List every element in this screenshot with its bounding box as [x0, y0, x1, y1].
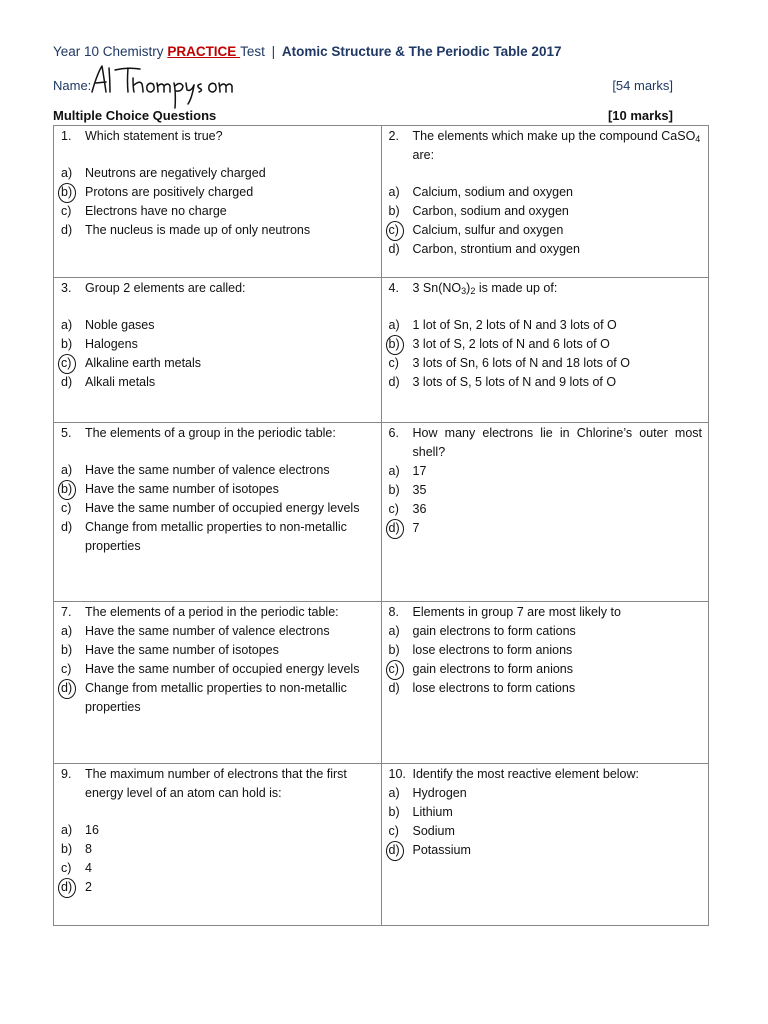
option-letter: a) — [61, 463, 73, 477]
option-letter: d) — [61, 375, 73, 389]
question-cell-4 — [381, 278, 709, 423]
selected-answer-circle — [58, 354, 76, 374]
option-text: Electrons have no charge — [85, 204, 227, 218]
answer-option[interactable] — [388, 822, 703, 841]
option-text: 36 — [412, 502, 427, 516]
question-gap — [60, 803, 375, 821]
selected-answer-circle — [386, 660, 404, 680]
answer-option[interactable] — [388, 240, 703, 259]
title-topic: Atomic Structure & The Periodic Table 2017 — [281, 44, 562, 59]
answer-option[interactable] — [60, 679, 375, 717]
option-list — [388, 316, 703, 392]
answer-option[interactable] — [60, 373, 375, 392]
answer-option[interactable] — [60, 221, 375, 240]
option-letter: d) — [388, 681, 400, 695]
answer-option[interactable] — [388, 519, 703, 538]
answer-option[interactable] — [388, 481, 703, 500]
question-number: 1. — [61, 129, 72, 143]
option-text: Have the same number of valence electrons — [85, 624, 330, 638]
question-cell-5 — [54, 423, 382, 602]
option-list — [388, 183, 703, 259]
question-text: Group 2 elements are called: — [85, 281, 246, 295]
answer-option[interactable] — [388, 462, 703, 481]
answer-option[interactable] — [388, 660, 703, 679]
question-gap — [60, 298, 375, 316]
option-text: 3 lot of S, 2 lots of N and 6 lots of O — [412, 337, 610, 351]
question-text: Identify the most reactive element below: — [412, 767, 640, 781]
question-cell-9 — [54, 764, 382, 926]
selected-answer-circle — [58, 183, 76, 203]
answer-option[interactable] — [388, 354, 703, 373]
question-number: 9. — [61, 767, 72, 781]
questions-table — [53, 125, 709, 926]
option-text: lose electrons to form anions — [412, 643, 573, 657]
option-text: gain electrons to form cations — [412, 624, 576, 638]
answer-option[interactable] — [388, 679, 703, 698]
answer-option[interactable] — [60, 660, 375, 679]
option-letter: a) — [388, 786, 400, 800]
question-stem — [60, 127, 375, 146]
option-letter: d) — [388, 521, 400, 535]
question-cell-3 — [54, 278, 382, 423]
question-number: 5. — [61, 426, 72, 440]
option-letter: b) — [388, 805, 400, 819]
selected-answer-circle — [386, 841, 404, 861]
option-text: Halogens — [85, 337, 138, 351]
option-text: Alkali metals — [85, 375, 156, 389]
question-stem — [388, 603, 703, 622]
option-text: The nucleus is made up of only neutrons — [85, 223, 311, 237]
selected-answer-circle — [386, 519, 404, 539]
answer-option[interactable] — [60, 164, 375, 183]
option-text: gain electrons to form anions — [412, 662, 574, 676]
answer-option[interactable] — [60, 480, 375, 499]
option-letter: d) — [388, 242, 400, 256]
option-letter: a) — [61, 823, 73, 837]
option-letter: b) — [61, 643, 73, 657]
total-marks: [54 marks] — [612, 78, 673, 93]
option-text: Carbon, sodium and oxygen — [412, 204, 569, 218]
option-text: Have the same number of occupied energy levels — [85, 501, 360, 515]
question-stem — [388, 127, 703, 165]
option-text: Have the same number of isotopes — [85, 643, 279, 657]
title-prefix: Year 10 Chemistry — [53, 44, 168, 59]
option-letter: c) — [388, 356, 399, 370]
answer-option[interactable] — [388, 641, 703, 660]
option-letter: b) — [61, 337, 73, 351]
question-text: How many electrons lie in Chlorine’s outer most shell? — [412, 426, 702, 459]
option-letter: c) — [61, 356, 72, 370]
option-letter: c) — [61, 204, 72, 218]
section-marks: [10 marks] — [607, 108, 673, 123]
option-text: Change from metallic properties to non-metallic properties — [85, 681, 347, 714]
option-letter: c) — [388, 824, 399, 838]
question-stem — [388, 279, 703, 298]
option-text: Lithium — [412, 805, 453, 819]
title-practice: PRACTICE — [167, 44, 241, 59]
answer-option[interactable] — [60, 335, 375, 354]
answer-option[interactable] — [388, 622, 703, 641]
question-stem — [60, 279, 375, 298]
question-text: The elements of a group in the periodic table: — [85, 426, 336, 440]
answer-option[interactable] — [60, 461, 375, 480]
handwritten-signature — [88, 62, 258, 110]
option-list — [60, 164, 375, 240]
title-separator: | — [271, 44, 276, 59]
question-number: 2. — [388, 129, 399, 143]
answer-option[interactable] — [388, 500, 703, 519]
option-letter: c) — [61, 662, 72, 676]
question-text: The elements of a period in the periodic table: — [85, 605, 339, 619]
option-text: Carbon, strontium and oxygen — [412, 242, 580, 256]
answer-option[interactable] — [60, 821, 375, 840]
question-cell-10 — [381, 764, 709, 926]
question-cell-2 — [381, 126, 709, 278]
option-letter: d) — [61, 880, 73, 894]
option-text: 17 — [412, 464, 427, 478]
option-text: Change from metallic properties to non-metallic properties — [85, 520, 347, 553]
option-text: 35 — [412, 483, 427, 497]
selected-answer-circle — [58, 679, 76, 699]
question-gap — [60, 146, 375, 164]
name-label: Name: — [53, 78, 92, 93]
option-text: Potassium — [412, 843, 471, 857]
option-list — [60, 821, 375, 897]
selected-answer-circle — [386, 335, 404, 355]
option-letter: a) — [61, 624, 73, 638]
option-letter: a) — [388, 464, 400, 478]
option-letter: a) — [61, 318, 73, 332]
option-letter: d) — [388, 843, 400, 857]
question-cell-6 — [381, 423, 709, 602]
option-letter: c) — [61, 501, 72, 515]
option-letter: b) — [388, 204, 400, 218]
option-text: Calcium, sodium and oxygen — [412, 185, 573, 199]
option-letter: b) — [61, 482, 73, 496]
answer-option[interactable] — [60, 354, 375, 373]
option-letter: b) — [388, 337, 400, 351]
answer-option[interactable] — [388, 841, 703, 860]
question-number: 7. — [61, 605, 72, 619]
answer-option[interactable] — [388, 803, 703, 822]
question-text: 3 $Sn(NO_3)_2$ is made up of: — [412, 281, 558, 296]
answer-option[interactable] — [388, 335, 703, 354]
option-letter: b) — [61, 185, 73, 199]
option-letter: d) — [388, 375, 400, 389]
answer-option[interactable] — [388, 183, 703, 202]
option-letter: b) — [388, 483, 400, 497]
selected-answer-circle — [386, 221, 404, 241]
option-text: Protons are positively charged — [85, 185, 254, 199]
question-cell-1 — [54, 126, 382, 278]
option-letter: a) — [388, 318, 400, 332]
option-text: 2 — [85, 880, 92, 894]
option-text: 3 lots of Sn, 6 lots of N and 18 lots of O — [412, 356, 630, 370]
section-title: Multiple Choice Questions — [53, 108, 217, 123]
option-letter: b) — [388, 643, 400, 657]
answer-option[interactable] — [60, 859, 375, 878]
option-letter: c) — [61, 861, 72, 875]
option-text: 8 — [85, 842, 92, 856]
test-title — [53, 44, 713, 59]
question-stem — [388, 765, 703, 784]
option-text: Have the same number of isotopes — [85, 482, 279, 496]
option-letter: d) — [61, 223, 73, 237]
option-text: Neutrons are negatively charged — [85, 166, 266, 180]
answer-option[interactable] — [60, 840, 375, 859]
question-stem — [60, 765, 375, 803]
option-text: 4 — [85, 861, 92, 875]
question-gap — [388, 165, 703, 183]
option-letter: c) — [388, 502, 399, 516]
option-text: 7 — [412, 521, 420, 535]
option-text: 3 lots of S, 5 lots of N and 9 lots of O — [412, 375, 617, 389]
title-test: Test — [240, 44, 265, 59]
option-list — [60, 622, 375, 717]
option-text: Noble gases — [85, 318, 155, 332]
option-letter: a) — [388, 185, 400, 199]
question-stem — [60, 424, 375, 443]
option-text: lose electrons to form cations — [412, 681, 576, 695]
option-letter: c) — [388, 662, 399, 676]
question-gap — [60, 443, 375, 461]
option-text: 16 — [85, 823, 99, 837]
option-letter: c) — [388, 223, 399, 237]
answer-option[interactable] — [60, 316, 375, 335]
question-text: The maximum number of electrons that the first energy level of an atom can hold is: — [85, 767, 347, 800]
question-stem — [60, 603, 375, 622]
option-list — [60, 316, 375, 392]
option-text: Sodium — [412, 824, 455, 838]
question-gap — [388, 298, 703, 316]
question-text: Which statement is true? — [85, 129, 223, 143]
question-number: 6. — [388, 426, 399, 440]
selected-answer-circle — [58, 878, 76, 898]
option-list — [60, 461, 375, 556]
question-text: Elements in group 7 are most likely to — [412, 605, 621, 619]
option-text: Have the same number of valence electrons — [85, 463, 330, 477]
question-cell-7 — [54, 602, 382, 764]
answer-option[interactable] — [60, 499, 375, 518]
option-list — [388, 622, 703, 698]
option-text: 1 lot of Sn, 2 lots of N and 3 lots of O — [412, 318, 617, 332]
option-letter: d) — [61, 681, 73, 695]
answer-option[interactable] — [60, 183, 375, 202]
answer-option[interactable] — [388, 202, 703, 221]
option-letter: d) — [61, 520, 73, 534]
answer-option[interactable] — [60, 202, 375, 221]
question-number: 10. — [388, 767, 406, 781]
question-stem — [388, 424, 703, 462]
question-number: 8. — [388, 605, 399, 619]
option-letter: b) — [61, 842, 73, 856]
answer-option[interactable] — [388, 784, 703, 803]
option-list — [388, 462, 703, 538]
answer-option[interactable] — [388, 316, 703, 335]
answer-option[interactable] — [388, 221, 703, 240]
answer-option[interactable] — [60, 641, 375, 660]
option-letter: a) — [388, 624, 400, 638]
question-text: The elements which make up the compound CaSO$_4$ are: — [412, 129, 701, 162]
answer-option[interactable] — [60, 518, 375, 556]
question-number: 3. — [61, 281, 72, 295]
option-letter: a) — [61, 166, 73, 180]
option-list — [388, 784, 703, 860]
selected-answer-circle — [58, 480, 76, 500]
answer-option[interactable] — [60, 622, 375, 641]
option-text: Alkaline earth metals — [85, 356, 202, 370]
question-number: 4. — [388, 281, 399, 295]
option-text: Have the same number of occupied energy levels — [85, 662, 360, 676]
answer-option[interactable] — [60, 878, 375, 897]
question-cell-8 — [381, 602, 709, 764]
option-text: Hydrogen — [412, 786, 467, 800]
answer-option[interactable] — [388, 373, 703, 392]
option-text: Calcium, sulfur and oxygen — [412, 223, 564, 237]
